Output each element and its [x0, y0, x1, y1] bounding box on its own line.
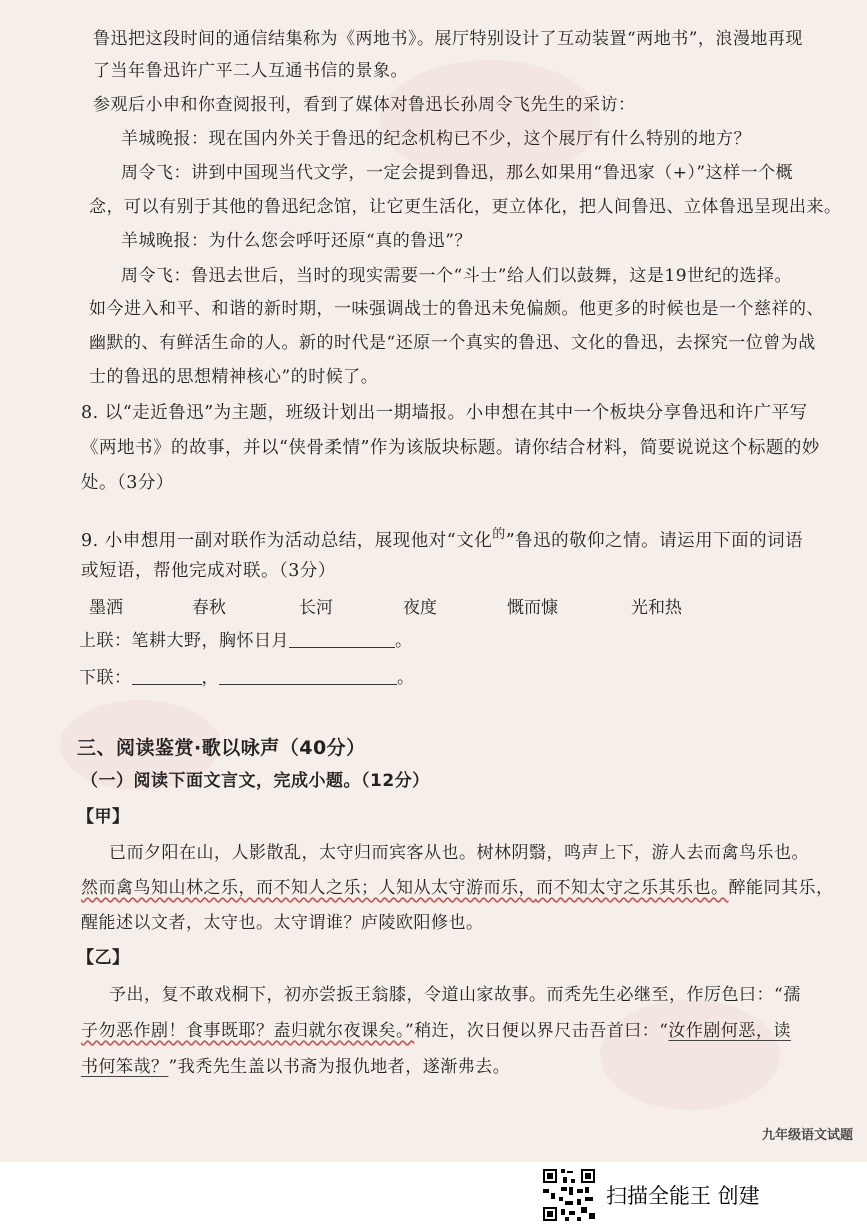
classical-text-fragment: 醉能同其乐， — [728, 878, 834, 898]
classical-text — [81, 1056, 510, 1078]
passage-label-yi: 【乙】 — [77, 948, 130, 968]
passage-label-jia: 【甲】 — [77, 807, 130, 827]
couplet-term: 墨洒 — [89, 598, 123, 618]
interview-question: 羊城晚报：现在国内外关于鲁迅的纪念机构已不少，这个展厅有什么特别的地方？ — [121, 129, 751, 149]
exam-footer-tag: 九年级语文试题 — [761, 1128, 853, 1143]
question-9-text: ”鲁迅的敬仰之情。请运用下面的词语 — [505, 531, 804, 551]
classical-text: 予出，复不敢戏桐下，初亦尝扳王翁膝，令道山家故事。而秃先生必继至，作厉色曰：“孺 — [109, 985, 801, 1005]
question-8: 《两地书》的故事，并以“侠骨柔情”作为该版块标题。请你结合材料，简要说说这个标题的妙 — [81, 438, 820, 458]
interview-answer: 周令飞：鲁迅去世后，当时的现实需要一个“斗士”给人们以鼓舞，这是19世纪的选择。 — [121, 266, 793, 286]
punctuation: ， — [201, 668, 219, 688]
interview-answer: 念，可以有别于其他的鲁迅纪念馆，让它更生活化，更立体化，把人间鲁迅、立体鲁迅呈现出来。 — [89, 197, 842, 217]
question-9-text: 9. 小申想用一副对联作为活动总结，展现他对“文化 — [81, 531, 493, 551]
couplet-term: 春秋 — [192, 598, 226, 618]
scanner-watermark-text: 扫描全能王 创建 — [606, 1184, 760, 1208]
handwritten-insert: 的 — [492, 527, 506, 542]
qr-code-icon — [541, 1167, 597, 1223]
underlined-sentence: 汝作剧何恶，读 — [668, 1021, 791, 1041]
paper-stain — [600, 1000, 780, 1110]
passage-line: 参观后小申和你查阅报刊，看到了媒体对鲁迅长孙周令飞先生的采访： — [93, 95, 636, 115]
classical-text-fragment: ”我秃先生盖以书斋为报仇地者，遂渐弗去。 — [168, 1057, 511, 1077]
interview-question: 羊城晚报：为什么您会呼吁还原“真的鲁迅”？ — [121, 231, 472, 251]
classical-text-fragment: 稍迕，次日便以界尺击吾首曰：“ — [414, 1021, 669, 1041]
underlined-sentence: 书何笨哉？ — [81, 1057, 169, 1077]
couplet-term: 慨而慷 — [507, 598, 558, 618]
interview-answer: 周令飞：讲到中国现当代文学，一定会提到鲁迅，那么如果用“鲁迅家（+）”这样一个概 — [121, 163, 794, 183]
section-heading: 三、阅读鉴赏·歌以咏声（40分） — [77, 737, 366, 759]
classical-text — [81, 877, 834, 899]
punctuation: 。 — [397, 668, 415, 688]
answer-blank[interactable] — [289, 631, 395, 648]
punctuation: 。 — [395, 631, 413, 651]
sub-heading: （一）阅读下面文言文，完成小题。（12分） — [81, 771, 430, 791]
question-8: 处。（3分） — [81, 473, 174, 493]
answer-blank[interactable] — [219, 668, 397, 685]
lower-couplet-label: 下联： — [79, 668, 132, 688]
underlined-sentence: 然而禽鸟知山林之乐，而不知人之乐；人知从太守游而乐， — [81, 878, 536, 898]
interview-answer: 如今进入和平、和谐的新时期，一味强调战士的鲁迅未免偏颇。他更多的时候也是一个慈祥的、 — [89, 299, 824, 319]
answer-blank[interactable] — [132, 668, 202, 685]
question-9 — [81, 524, 803, 552]
question-8: 8. 以“走近鲁迅”为主题，班级计划出一期墙报。小申想在其中一个板块分享鲁迅和许广平写 — [81, 403, 808, 423]
lower-couplet — [79, 667, 415, 689]
passage-line: 了当年鲁迅许广平二人互通书信的景象。 — [93, 61, 408, 81]
classical-text — [81, 1020, 791, 1042]
upper-couplet — [79, 630, 413, 652]
couplet-term: 夜度 — [403, 598, 437, 618]
underlined-sentence: 而不知太守之乐其乐也。 — [536, 878, 729, 898]
couplet-term: 光和热 — [631, 598, 682, 618]
classical-text: 醒能述以文者，太守也。太守谓谁？庐陵欧阳修也。 — [81, 913, 484, 933]
classical-text: 已而夕阳在山，人影散乱，太守归而宾客从也。树林阴翳，鸣声上下，游人去而禽鸟乐也。 — [109, 843, 809, 863]
underlined-sentence: 子勿恶作剧！食事既耶？盍归就尔夜课矣。” — [81, 1021, 415, 1041]
question-9: 或短语，帮他完成对联。（3分） — [81, 561, 336, 581]
upper-couplet-label: 上联：笔耕大野，胸怀日月 — [79, 631, 289, 651]
interview-answer: 幽默的、有鲜活生命的人。新的时代是“还原一个真实的鲁迅、文化的鲁迅，去探究一位曾为战 — [89, 333, 816, 353]
couplet-term: 长河 — [299, 598, 333, 618]
interview-answer: 士的鲁迅的思想精神核心”的时候了。 — [89, 367, 379, 387]
passage-line: 鲁迅把这段时间的通信结集称为《两地书》。展厅特别设计了互动装置“两地书”，浪漫地再现 — [93, 29, 803, 49]
